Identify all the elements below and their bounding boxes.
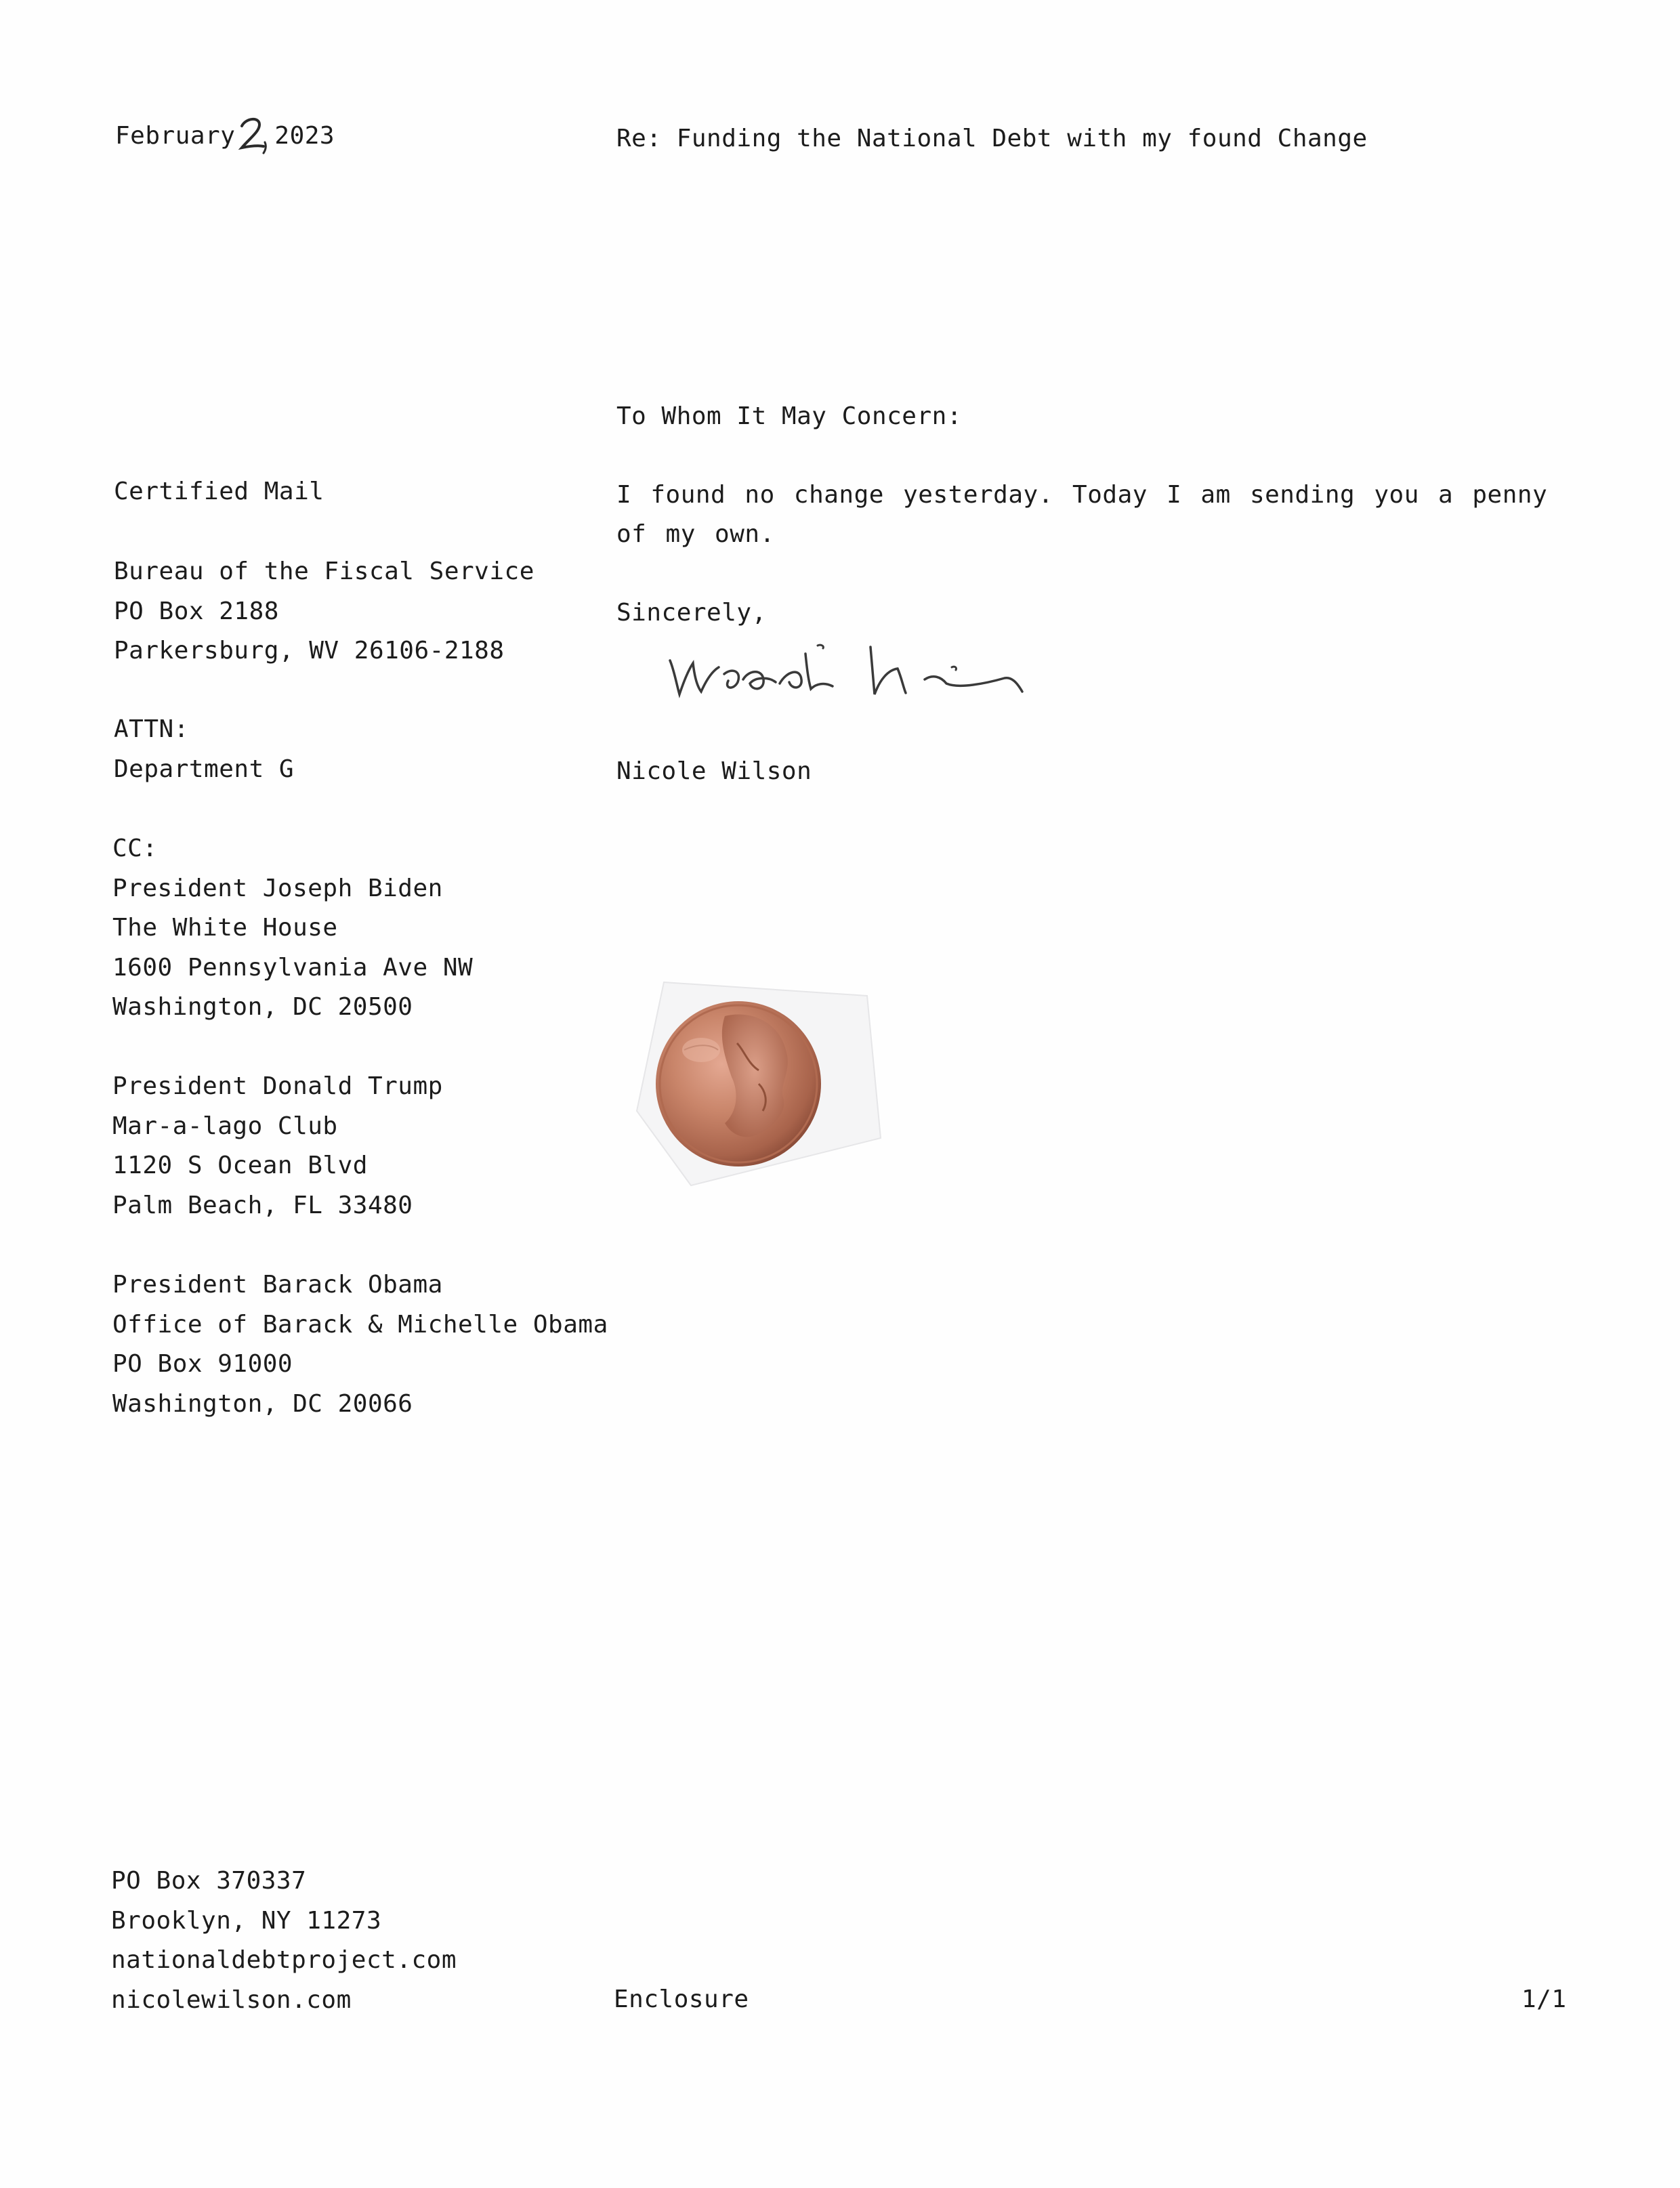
- penny-enclosure: [623, 969, 894, 1199]
- recipient-line: Parkersburg, WV 26106-2188: [114, 637, 505, 665]
- footer-address-line: PO Box 370337: [111, 1867, 307, 1895]
- subject-line: Re: Funding the National Debt with my found Change: [616, 125, 1368, 152]
- cc-line: President Barack Obama: [112, 1271, 443, 1299]
- cc-recipient-obama: [112, 1265, 608, 1424]
- cc-line: Mar-a-lago Club: [112, 1112, 338, 1140]
- recipient-address: [114, 552, 534, 671]
- cc-line: Washington, DC 20066: [112, 1389, 413, 1418]
- mail-type: Certified Mail: [114, 478, 324, 505]
- cc-line: Office of Barack & Michelle Obama: [112, 1310, 608, 1339]
- footer-website-link: nicolewilson.com: [111, 1985, 352, 2014]
- date-month: February: [115, 122, 236, 150]
- page-number: 1/1: [1521, 1985, 1567, 2013]
- cc-line: 1600 Pennsylvania Ave NW: [112, 953, 474, 982]
- attention-department: Department G: [114, 755, 295, 783]
- enclosure-note: Enclosure: [614, 1985, 749, 2013]
- attention-label: ATTN:: [114, 715, 189, 743]
- cc-line: 1120 S Ocean Blvd: [112, 1152, 368, 1179]
- cc-block: [112, 829, 473, 1028]
- salutation: To Whom It May Concern:: [616, 402, 962, 430]
- cc-label: CC:: [112, 835, 158, 862]
- cc-line: PO Box 91000: [112, 1350, 293, 1378]
- date-year: 2023: [274, 122, 335, 150]
- cc-line: The White House: [112, 914, 338, 942]
- cc-line: President Donald Trump: [112, 1072, 443, 1100]
- cc-line: President Joseph Biden: [112, 874, 443, 902]
- footer-website-link: nationaldebtproject.com: [111, 1946, 457, 1974]
- letter-body: I found no change yesterday. Today I am sending you a penny of my own.: [616, 481, 1548, 548]
- recipient-line: PO Box 2188: [114, 597, 279, 625]
- letter-date: [115, 117, 335, 156]
- closing: Sincerely,: [616, 599, 767, 627]
- tape-image: [623, 969, 894, 1199]
- footer-address: [111, 1861, 457, 2020]
- recipient-line: Bureau of the Fiscal Service: [114, 557, 534, 585]
- cc-recipient-trump: [112, 1067, 443, 1225]
- signer-name: Nicole Wilson: [616, 757, 812, 785]
- attention-block: [114, 710, 294, 789]
- footer-address-line: Brooklyn, NY 11273: [111, 1906, 382, 1935]
- cc-line: Palm Beach, FL 33480: [112, 1191, 413, 1219]
- handwritten-signature: [667, 640, 1026, 717]
- cc-line: Washington, DC 20500: [112, 993, 413, 1021]
